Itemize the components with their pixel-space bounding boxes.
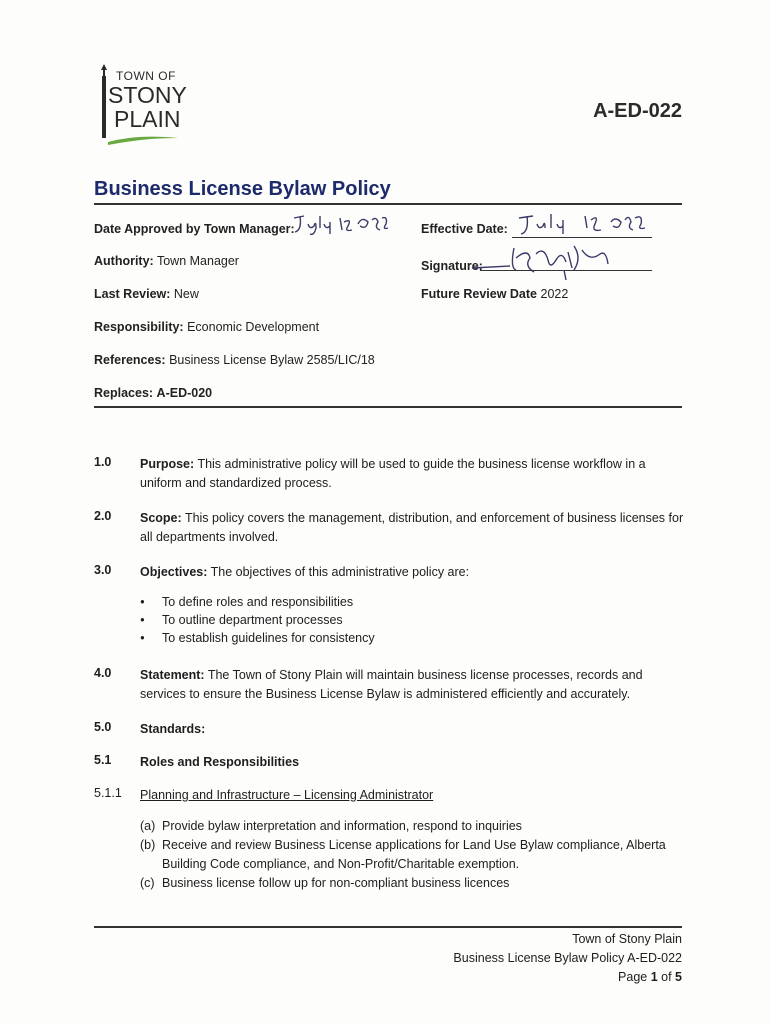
list-item-label: (a) <box>140 819 156 833</box>
responsibilities-list <box>140 817 690 893</box>
logo-swoosh <box>108 132 178 146</box>
approved-label: Date Approved by Town Manager: <box>94 222 295 236</box>
section-2-body: This policy covers the management, distribution, and enforcement of business licenses for all departments involved. <box>140 511 684 544</box>
logo-stony: STONY <box>108 82 187 108</box>
footer-doc-title: Business License Bylaw Policy A-ED-022 <box>453 951 682 965</box>
list-item-label: (b) <box>140 838 156 852</box>
section-4-body: The Town of Stony Plain will maintain business license processes, records and services to ensure the Business License Bylaw is administered efficiently and accurately. <box>140 668 643 701</box>
meta-divider <box>94 406 682 408</box>
logo-town-of: TOWN OF <box>116 69 176 83</box>
replaces-row <box>94 386 212 400</box>
section-5-1-1-number: 5.1.1 <box>94 786 122 800</box>
list-item: ● To define roles and responsibilities <box>140 593 375 611</box>
list-item <box>140 817 690 836</box>
page-mid: of <box>657 970 676 984</box>
section-5-1-text <box>140 753 690 772</box>
last-review-row <box>94 287 199 301</box>
footer-divider <box>94 926 682 928</box>
section-5-1-label: Roles and Responsibilities <box>140 755 300 769</box>
references-value: Business License Bylaw 2585/LIC/18 <box>169 353 375 367</box>
document-number: A-ED-022 <box>593 100 682 122</box>
authority-row <box>94 254 239 268</box>
page-number: 1 <box>650 970 658 984</box>
section-3-text <box>140 563 690 582</box>
logo-plain: PLAIN <box>114 106 181 132</box>
section-1-label: Purpose: <box>140 457 195 471</box>
responsibility-row <box>94 320 319 334</box>
future-review-value: 2022 <box>540 287 569 301</box>
section-2-label: Scope: <box>140 511 182 525</box>
future-review-label: Future Review Date <box>421 287 538 301</box>
effective-row <box>421 222 508 236</box>
section-3-number: 3.0 <box>94 563 112 577</box>
objectives-list <box>140 593 375 647</box>
page-total: 5 <box>675 970 682 984</box>
list-item <box>140 836 690 874</box>
future-review-row <box>421 287 568 301</box>
list-item-label: (c) <box>140 876 155 890</box>
section-2-number: 2.0 <box>94 509 112 523</box>
responsibility-value: Economic Development <box>187 320 320 334</box>
section-2-text <box>140 509 690 547</box>
list-item <box>140 874 690 893</box>
list-item-text: Provide bylaw interpretation and information, respond to inquiries <box>162 819 522 833</box>
signature-label: Signature: <box>421 259 483 273</box>
section-4-text <box>140 666 690 704</box>
approved-date-handwriting <box>290 212 390 238</box>
list-item: ● To establish guidelines for consistency <box>140 629 375 647</box>
replaces-label: Replaces: <box>94 386 154 400</box>
references-label: References: <box>94 353 166 367</box>
section-5-1-number: 5.1 <box>94 753 112 767</box>
section-3-body: The objectives of this administrative policy are: <box>210 565 470 579</box>
section-5-label: Standards: <box>140 722 206 736</box>
section-4-number: 4.0 <box>94 666 112 680</box>
references-row <box>94 353 375 367</box>
effective-label: Effective Date: <box>421 222 508 236</box>
last-review-value: New <box>173 287 199 301</box>
list-item-text: Receive and review Business License applications for Land Use Bylaw compliance, Alberta Building Code compliance, and Non-Profit/Charitable exemption. <box>162 838 666 871</box>
title-divider <box>94 203 682 205</box>
last-review-label: Last Review: <box>94 287 171 301</box>
logo-bar <box>102 76 106 138</box>
signature-handwriting <box>470 240 610 282</box>
section-5-text <box>140 720 690 739</box>
effective-date-handwriting <box>515 210 650 238</box>
footer-org: Town of Stony Plain <box>572 932 682 946</box>
section-5-1-1-label: Planning and Infrastructure – Licensing Administrator <box>140 788 434 802</box>
section-1-number: 1.0 <box>94 455 112 469</box>
section-1-text <box>140 455 690 493</box>
section-3-label: Objectives: <box>140 565 208 579</box>
page-prefix: Page <box>618 970 651 984</box>
page-title: Business License Bylaw Policy <box>94 178 391 200</box>
footer-page <box>618 970 682 984</box>
section-1-body: This administrative policy will be used to guide the business license workflow in a uniform and standardized process. <box>140 457 646 490</box>
responsibility-label: Responsibility: <box>94 320 184 334</box>
list-item-text: Business license follow up for non-compliant business licences <box>162 876 510 890</box>
town-logo <box>94 64 194 154</box>
authority-value: Town Manager <box>156 254 239 268</box>
section-4-label: Statement: <box>140 668 205 682</box>
list-item: ● To outline department processes <box>140 611 375 629</box>
section-5-number: 5.0 <box>94 720 112 734</box>
authority-label: Authority: <box>94 254 154 268</box>
replaces-value: A-ED-020 <box>156 386 213 400</box>
